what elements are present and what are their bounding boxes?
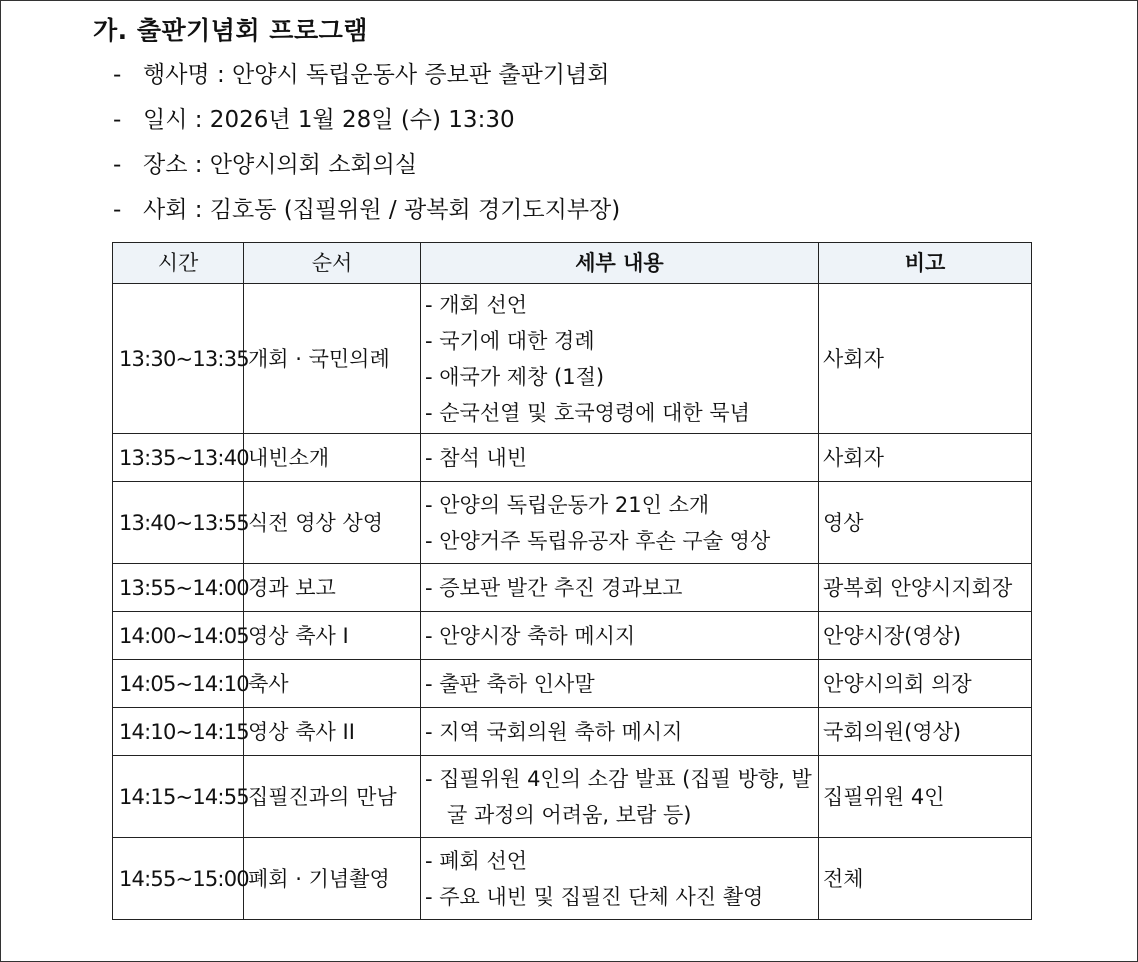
table-row xyxy=(113,756,1032,838)
program-table xyxy=(112,242,1032,920)
table-row xyxy=(113,708,1032,756)
header-time: 시간 xyxy=(113,243,244,284)
detail-line: - 참석 내빈 xyxy=(425,445,528,470)
cell-detail xyxy=(421,612,819,660)
detail-line: - 애국가 제창 (1절) xyxy=(425,364,605,389)
detail-line: - 국기에 대한 경례 xyxy=(425,328,595,353)
cell-time: 13:35~13:40 xyxy=(113,434,244,482)
cell-detail xyxy=(421,756,819,838)
detail-line: - 주요 내빈 및 집필진 단체 사진 촬영 xyxy=(425,884,764,909)
cell-note: 사회자 xyxy=(819,284,1032,434)
cell-note: 집필위원 4인 xyxy=(819,756,1032,838)
table-row xyxy=(113,612,1032,660)
event-info-place: - 장소 : 안양시의회 소회의실 xyxy=(113,152,418,178)
cell-note: 안양시장(영상) xyxy=(819,612,1032,660)
cell-detail xyxy=(421,660,819,708)
cell-time: 14:15~14:55 xyxy=(113,756,244,838)
section-heading: 가. 출판기념회 프로그램 xyxy=(93,16,368,45)
cell-note: 영상 xyxy=(819,482,1032,564)
table-row xyxy=(113,284,1032,434)
cell-order: 집필진과의 만남 xyxy=(244,756,421,838)
cell-time: 13:40~13:55 xyxy=(113,482,244,564)
cell-detail xyxy=(421,708,819,756)
cell-time: 14:00~14:05 xyxy=(113,612,244,660)
event-info-list xyxy=(113,57,620,237)
detail-line: - 집필위원 4인의 소감 발표 (집필 방향, 발굴 과정의 어려움, 보람 등) xyxy=(425,766,812,827)
cell-time: 14:05~14:10 xyxy=(113,660,244,708)
event-info-date: - 일시 : 2026년 1월 28일 (수) 13:30 xyxy=(113,107,515,133)
cell-detail xyxy=(421,564,819,612)
cell-time: 13:55~14:00 xyxy=(113,564,244,612)
cell-order: 폐회 · 기념촬영 xyxy=(244,838,421,920)
cell-order: 축사 xyxy=(244,660,421,708)
cell-detail xyxy=(421,284,819,434)
header-order: 순서 xyxy=(244,243,421,284)
info-text: 장소 : 안양시의회 소회의실 xyxy=(143,152,418,178)
info-text: 사회 : 김호동 (집필위원 / 광복회 경기도지부장) xyxy=(143,197,621,223)
table-row xyxy=(113,482,1032,564)
event-info-name: - 행사명 : 안양시 독립운동사 증보판 출판기념회 xyxy=(113,62,610,88)
cell-order: 영상 축사 I xyxy=(244,612,421,660)
cell-order: 내빈소개 xyxy=(244,434,421,482)
cell-time: 14:10~14:15 xyxy=(113,708,244,756)
detail-line: - 순국선열 및 호국영령에 대한 묵념 xyxy=(425,400,750,425)
cell-detail xyxy=(421,482,819,564)
detail-line: - 안양거주 독립유공자 후손 구술 영상 xyxy=(425,528,771,553)
cell-order: 개회 · 국민의례 xyxy=(244,284,421,434)
cell-detail xyxy=(421,434,819,482)
cell-note: 안양시의회 의장 xyxy=(819,660,1032,708)
cell-order: 영상 축사 II xyxy=(244,708,421,756)
cell-note: 사회자 xyxy=(819,434,1032,482)
cell-note: 광복회 안양시지회장 xyxy=(819,564,1032,612)
detail-line: - 지역 국회의원 축하 메시지 xyxy=(425,719,683,744)
cell-detail xyxy=(421,838,819,920)
cell-note: 국회의원(영상) xyxy=(819,708,1032,756)
table-row xyxy=(113,564,1032,612)
detail-line: - 폐회 선언 xyxy=(425,848,528,873)
detail-line: - 증보판 발간 추진 경과보고 xyxy=(425,575,683,600)
detail-line: - 출판 축하 인사말 xyxy=(425,671,595,696)
table-row xyxy=(113,838,1032,920)
header-detail: 세부 내용 xyxy=(421,243,819,284)
cell-order: 식전 영상 상영 xyxy=(244,482,421,564)
info-text: 일시 : 2026년 1월 28일 (수) 13:30 xyxy=(143,107,515,133)
detail-line: - 안양의 독립운동가 21인 소개 xyxy=(425,492,710,517)
table-body xyxy=(113,284,1032,920)
header-note: 비고 xyxy=(819,243,1032,284)
info-text: 행사명 : 안양시 독립운동사 증보판 출판기념회 xyxy=(143,62,610,88)
cell-note: 전체 xyxy=(819,838,1032,920)
table-header-row xyxy=(113,243,1032,284)
cell-order: 경과 보고 xyxy=(244,564,421,612)
table-row xyxy=(113,434,1032,482)
cell-time: 13:30~13:35 xyxy=(113,284,244,434)
cell-time: 14:55~15:00 xyxy=(113,838,244,920)
table-row xyxy=(113,660,1032,708)
event-info-host: - 사회 : 김호동 (집필위원 / 광복회 경기도지부장) xyxy=(113,197,621,223)
detail-line: - 개회 선언 xyxy=(425,292,528,317)
detail-line: - 안양시장 축하 메시지 xyxy=(425,623,636,648)
